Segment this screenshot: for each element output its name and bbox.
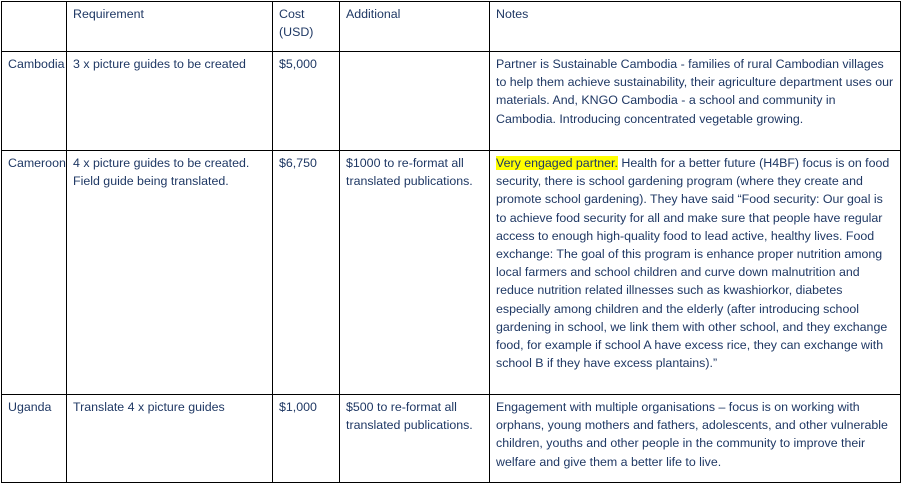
cost-cell: $5,000 [273,52,340,151]
funding-table [1,1,901,483]
header-cell-notes: Notes [490,2,901,52]
notes-cell [490,151,901,395]
country-cell: Uganda [2,395,67,483]
requirement-cell: Translate 4 x picture guides [67,395,273,483]
notes-text: Engagement with multiple organisations – focus is on working with orphans, young mothers and fathers, adolescents, and other vulnerable children, youths and other people in the community to improve their welfare and give them a better life to live. [496,400,888,469]
table-row [2,395,901,483]
header-cell-additional: Additional [340,2,490,52]
header-cell-cost: Cost (USD) [273,2,340,52]
highlighted-note: Very engaged partner. [496,156,618,170]
requirement-cell: 4 x picture guides to be created. Field guide being translated. [67,151,273,395]
additional-cell: $500 to re-format all translated publications. [340,395,490,483]
cost-cell: $1,000 [273,395,340,483]
country-cell: Cambodia [2,52,67,151]
notes-text: Partner is Sustainable Cambodia - families of rural Cambodian villages to help them achieve sustainability, their agriculture department uses our materials. And, KNGO Cambodia - a school and community in Cambodia. Introducing concentrated vegetable growing. [496,57,894,126]
cost-cell: $6,750 [273,151,340,395]
table-row [2,52,901,151]
country-cell: Cameroon [2,151,67,395]
header-cell-requirement: Requirement [67,2,273,52]
table-row [2,151,901,395]
notes-cell [490,395,901,483]
additional-cell [340,52,490,151]
requirement-cell: 3 x picture guides to be created [67,52,273,151]
header-row [2,2,901,52]
header-cell-country [2,2,67,52]
additional-cell: $1000 to re-format all translated publications. [340,151,490,395]
notes-text: Health for a better future (H4BF) focus is on food security, there is school gardening program (where they create and promote school gardening). They have said “Food security: Our goal is to achieve food security for all and make sure that people have regular access to enough high-quality food to lead active, healthy lives. Food exchange: The goal of this program is enhance proper nutrition among local farmers and school children and curve down malnutrition and reduce nutrition related illnesses such as kwashiorkor, diabetes especially among children and the elderly (after introducing school gardening in school, we link them with other school, and they exchange food, for example if school A have excess rice, they can exchange with school B if they have excess plantains).” [496,156,890,371]
notes-cell [490,52,901,151]
